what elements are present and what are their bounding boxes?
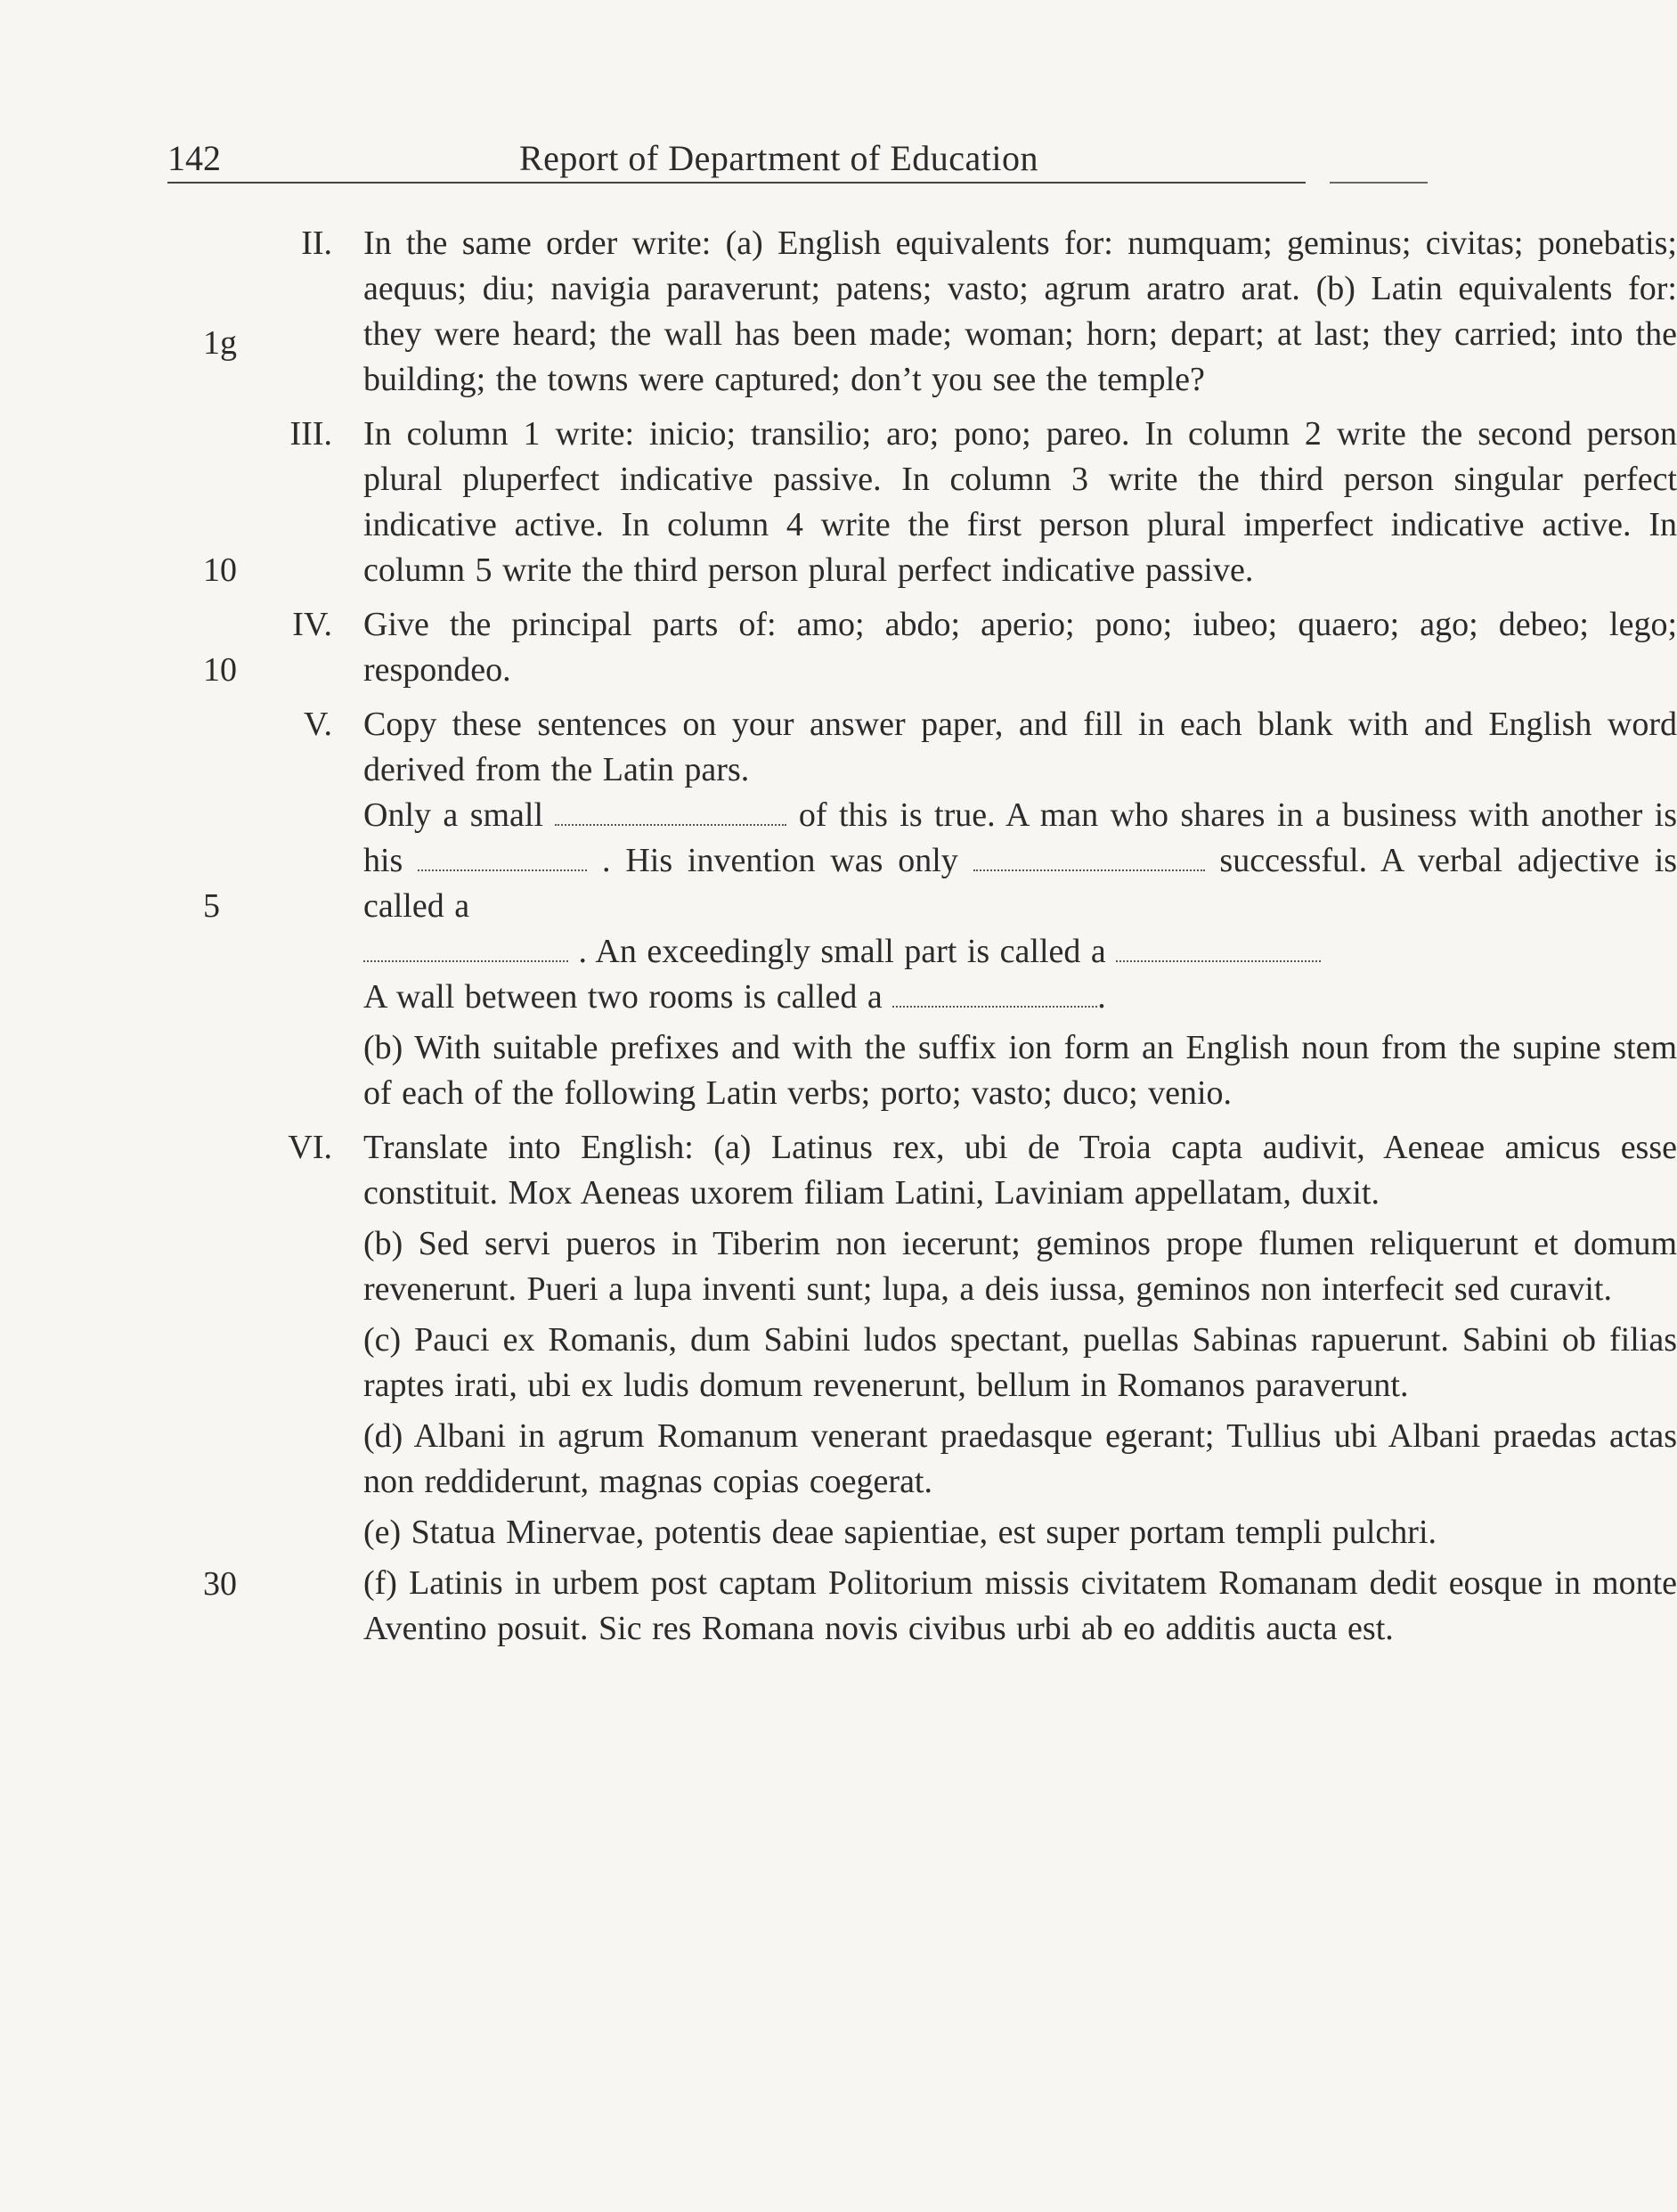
- section-numeral: II.: [301, 224, 332, 262]
- paragraph: Translate into English: (a) Latinus rex, ubi de Troia capta audivit, Aeneae amicus esse constituit. Mox Aeneas uxorem filiam Latini, Laviniam appellatam, duxit.: [363, 1129, 1677, 1212]
- question-section-6: [167, 1125, 1677, 1652]
- sentence-part: Only a small: [363, 796, 544, 834]
- sentence-part: successful. A verbal adjective is called a: [363, 842, 1677, 925]
- page-header: [167, 132, 1388, 185]
- section-numeral: IV.: [292, 606, 332, 643]
- sentence-part: . His invention was only: [602, 842, 958, 879]
- paragraph: (e) Statua Minervae, potentis deae sapientiae, est super portam templi pulchri.: [363, 1514, 1437, 1551]
- exam-content: [167, 221, 1677, 1661]
- question-section-5: [167, 702, 1677, 1116]
- paragraph: Give the principal parts of: amo; abdo; aperio; pono; iubeo; quaero; ago; debeo; lego; respondeo.: [363, 606, 1677, 689]
- section-body: [363, 1125, 1677, 1652]
- instruction-paragraph: Copy these sentences on your answer paper, and fill in each blank with and English word derived from the Latin pars.: [363, 706, 1677, 788]
- sentence-part: . An exceedingly small part is called a: [578, 933, 1106, 970]
- section-numeral: III.: [289, 415, 332, 453]
- paragraph: (d) Albani in agrum Romanum venerant praedasque egerant; Tullius ubi Albani praedas actas non reddiderunt, magnas copias coegerat.: [363, 1417, 1677, 1500]
- section-body: [363, 702, 1677, 1116]
- answer-blank: [892, 979, 1097, 1008]
- page-number: 142: [167, 138, 221, 178]
- paragraph: (f) Latinis in urbem post captam Politorium missis civitatem Romanam dedit eosque in monte Aventino posuit. Sic res Romana novis civibus urbi ab eo additis aucta est.: [363, 1564, 1677, 1647]
- section-body: [363, 412, 1677, 593]
- answer-blank: [1116, 934, 1321, 962]
- paragraph: (b) Sed servi pueros in Tiberim non iecerunt; geminos prope flumen reliquerunt et domum revenerunt. Pueri a lupa inventi sunt; lupa, a deis iussa, geminos non interfecit sed curavit.: [363, 1225, 1677, 1308]
- answer-blank: [555, 797, 786, 826]
- section-score: 5: [203, 887, 220, 925]
- sentence-part: .: [1097, 978, 1106, 1016]
- section-score: 10: [203, 551, 237, 589]
- answer-blank: [973, 843, 1205, 871]
- section-numeral: VI.: [288, 1129, 332, 1166]
- header-rule: [167, 182, 1306, 184]
- question-section-2: [167, 221, 1677, 403]
- section-numeral: V.: [303, 706, 332, 743]
- paragraph: (c) Pauci ex Romanis, dum Sabini ludos spectant, puellas Sabinas rapuerunt. Sabini ob filias raptes irati, ubi ex ludis domum revenerunt, bellum in Romanos paraverunt.: [363, 1321, 1677, 1404]
- answer-blank: [418, 843, 587, 871]
- sentence-part: A wall between two rooms is called a: [363, 978, 883, 1016]
- paragraph: In column 1 write: inicio; transilio; aro; pono; pareo. In column 2 write the second person plural pluperfect indicative passive. In column 3 write the third person singular perfect indicative active. In column 4 write the first person plural imperfect indicative active. In column 5 write the third person plural perfect indicative passive.: [363, 415, 1677, 589]
- question-section-3: [167, 412, 1677, 593]
- section-body: [363, 221, 1677, 403]
- fill-in-paragraph: [363, 793, 1677, 1020]
- section-score: 30: [203, 1565, 237, 1603]
- sentence-part: of this is true. A man who shares in a business with another is his: [363, 796, 1677, 879]
- header-rule-right: [1330, 182, 1428, 184]
- question-section-4: [167, 602, 1677, 693]
- section-score: 1g: [203, 324, 237, 362]
- section-score: 10: [203, 651, 237, 689]
- paragraph: (b) With suitable prefixes and with the suffix ion form an English noun from the supine stem of each of the following Latin verbs; porto; vasto; duco; venio.: [363, 1029, 1677, 1112]
- paragraph: In the same order write: (a) English equivalents for: numquam; geminus; civitas; ponebatis; aequus; diu; navigia paraverunt; patens; vasto; agrum aratro arat. (b) Latin equivalents for: they were heard; the wall has been made; woman; horn; depart; at last; they carried; into the building; the towns were captured; don’t you see the temple?: [363, 224, 1677, 398]
- running-title: Report of Department of Education: [519, 138, 1038, 178]
- section-body: [363, 602, 1677, 693]
- answer-blank: [363, 934, 568, 962]
